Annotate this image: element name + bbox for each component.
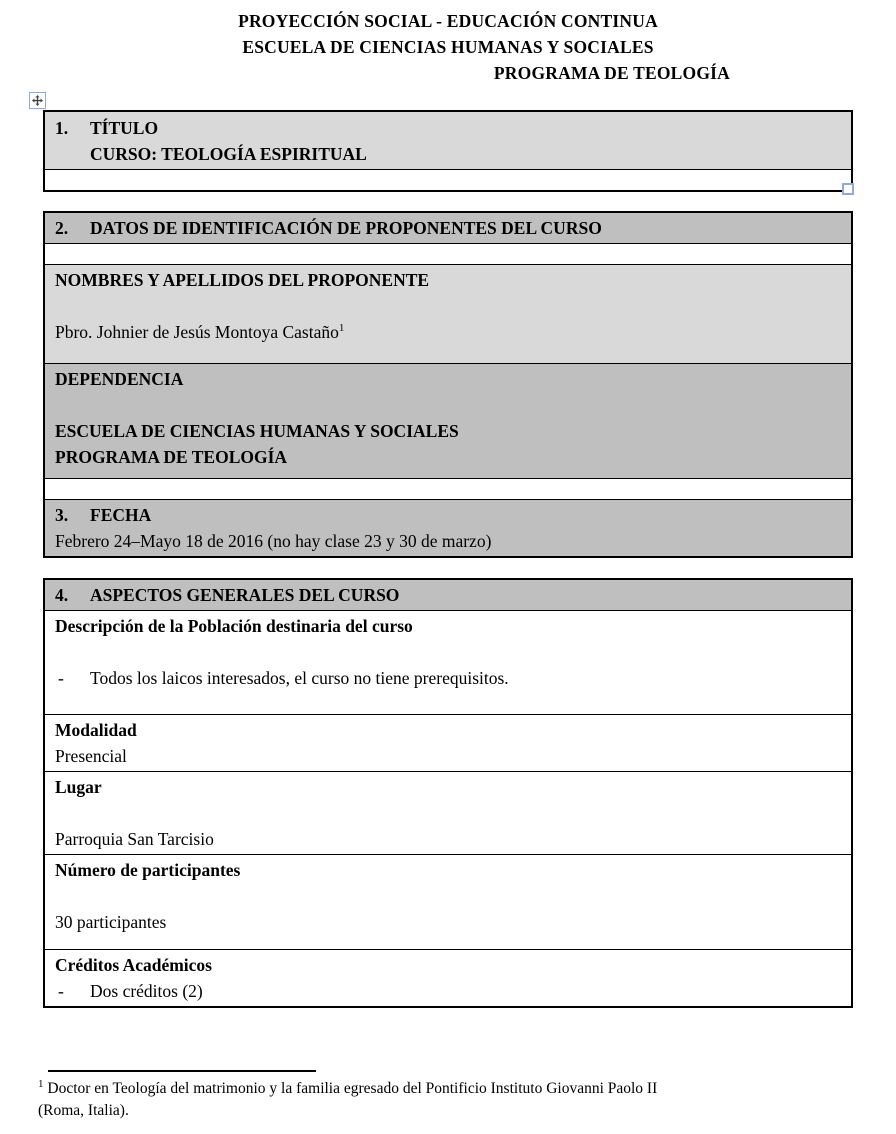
nombres-value: Pbro. Johnier de Jesús Montoya Castaño$^1$	[55, 322, 345, 342]
modalidad-label: Modalidad	[55, 720, 137, 740]
footnote-reference: 1	[338, 322, 345, 335]
descripcion-bullet-item	[55, 665, 841, 691]
footnote-text: $^1$ Doctor en Teología del matrimonio y la familia egresado del Pontificio Instituto Giovanni Paolo II (Roma, Italia).	[38, 1077, 658, 1119]
row-nombres	[45, 264, 851, 363]
row-empty-datos	[45, 243, 851, 264]
table-resize-handle-icon[interactable]	[842, 183, 854, 195]
row-creditos	[45, 949, 851, 1006]
move-arrows-icon	[32, 95, 43, 106]
nombres-label: NOMBRES Y APELLIDOS DEL PROPONENTE	[55, 270, 430, 290]
row-modalidad	[45, 714, 851, 771]
document-heading	[0, 0, 896, 86]
dependencia-line1: ESCUELA DE CIENCIAS HUMANAS Y SOCIALES	[55, 421, 459, 441]
creditos-bullet-item	[55, 978, 841, 1004]
table-datos	[43, 211, 853, 558]
row-descripcion	[45, 610, 851, 714]
section2-title: DATOS DE IDENTIFICACIÓN DE PROPONENTES DEL CURSO	[90, 218, 602, 238]
lugar-label: Lugar	[55, 777, 102, 797]
participantes-value: 30 participantes	[55, 912, 167, 932]
modalidad-value: Presencial	[55, 746, 127, 766]
row-section2-header	[45, 213, 851, 243]
heading-line-1: PROYECCIÓN SOCIAL - EDUCACIÓN CONTINUA	[238, 11, 658, 31]
section4-number: 4.	[55, 585, 69, 605]
creditos-label: Créditos Académicos	[55, 955, 212, 975]
row-participantes	[45, 854, 851, 949]
row-titulo	[45, 112, 851, 169]
footnote-separator	[48, 1070, 316, 1072]
dependencia-line2: PROGRAMA DE TEOLOGÍA	[55, 447, 288, 467]
participantes-label: Número de participantes	[55, 860, 241, 880]
descripcion-value: Todos los laicos interesados, el curso no tiene prerequisitos.	[90, 668, 509, 688]
footnote-area	[0, 1070, 896, 1122]
descripcion-label: Descripción de la Población destinaria del curso	[55, 616, 413, 636]
heading-line-2: ESCUELA DE CIENCIAS HUMANAS Y SOCIALES	[242, 37, 654, 57]
section2-number: 2.	[55, 218, 69, 238]
row-lugar	[45, 771, 851, 854]
bullet-dash: -	[58, 668, 64, 688]
row-section4-header	[45, 580, 851, 610]
lugar-value: Parroquia San Tarcisio	[55, 829, 214, 849]
table-aspectos	[43, 578, 853, 1008]
table-titulo	[43, 110, 853, 192]
footnote-number: 1	[38, 1077, 44, 1090]
section3-title: FECHA	[90, 505, 152, 525]
heading-line-3: PROGRAMA DE TEOLOGÍA	[493, 63, 730, 83]
dependencia-label: DEPENDENCIA	[55, 369, 184, 389]
section4-title: ASPECTOS GENERALES DEL CURSO	[90, 585, 400, 605]
section3-number: 3.	[55, 505, 69, 525]
section1-number: 1.	[55, 118, 69, 138]
row-dependencia	[45, 363, 851, 478]
creditos-value: Dos créditos (2)	[90, 981, 203, 1001]
section1-course-title: CURSO: TEOLOGÍA ESPIRITUAL	[90, 144, 367, 164]
row-fecha	[45, 499, 851, 556]
section1-title: TÍTULO	[90, 118, 159, 138]
bullet-dash: -	[58, 981, 64, 1001]
table-move-handle-icon[interactable]	[29, 92, 46, 109]
row-empty-dependencia	[45, 478, 851, 499]
row-empty-titulo	[45, 169, 851, 190]
fecha-value: Febrero 24–Mayo 18 de 2016 (no hay clase 23 y 30 de marzo)	[55, 531, 492, 551]
